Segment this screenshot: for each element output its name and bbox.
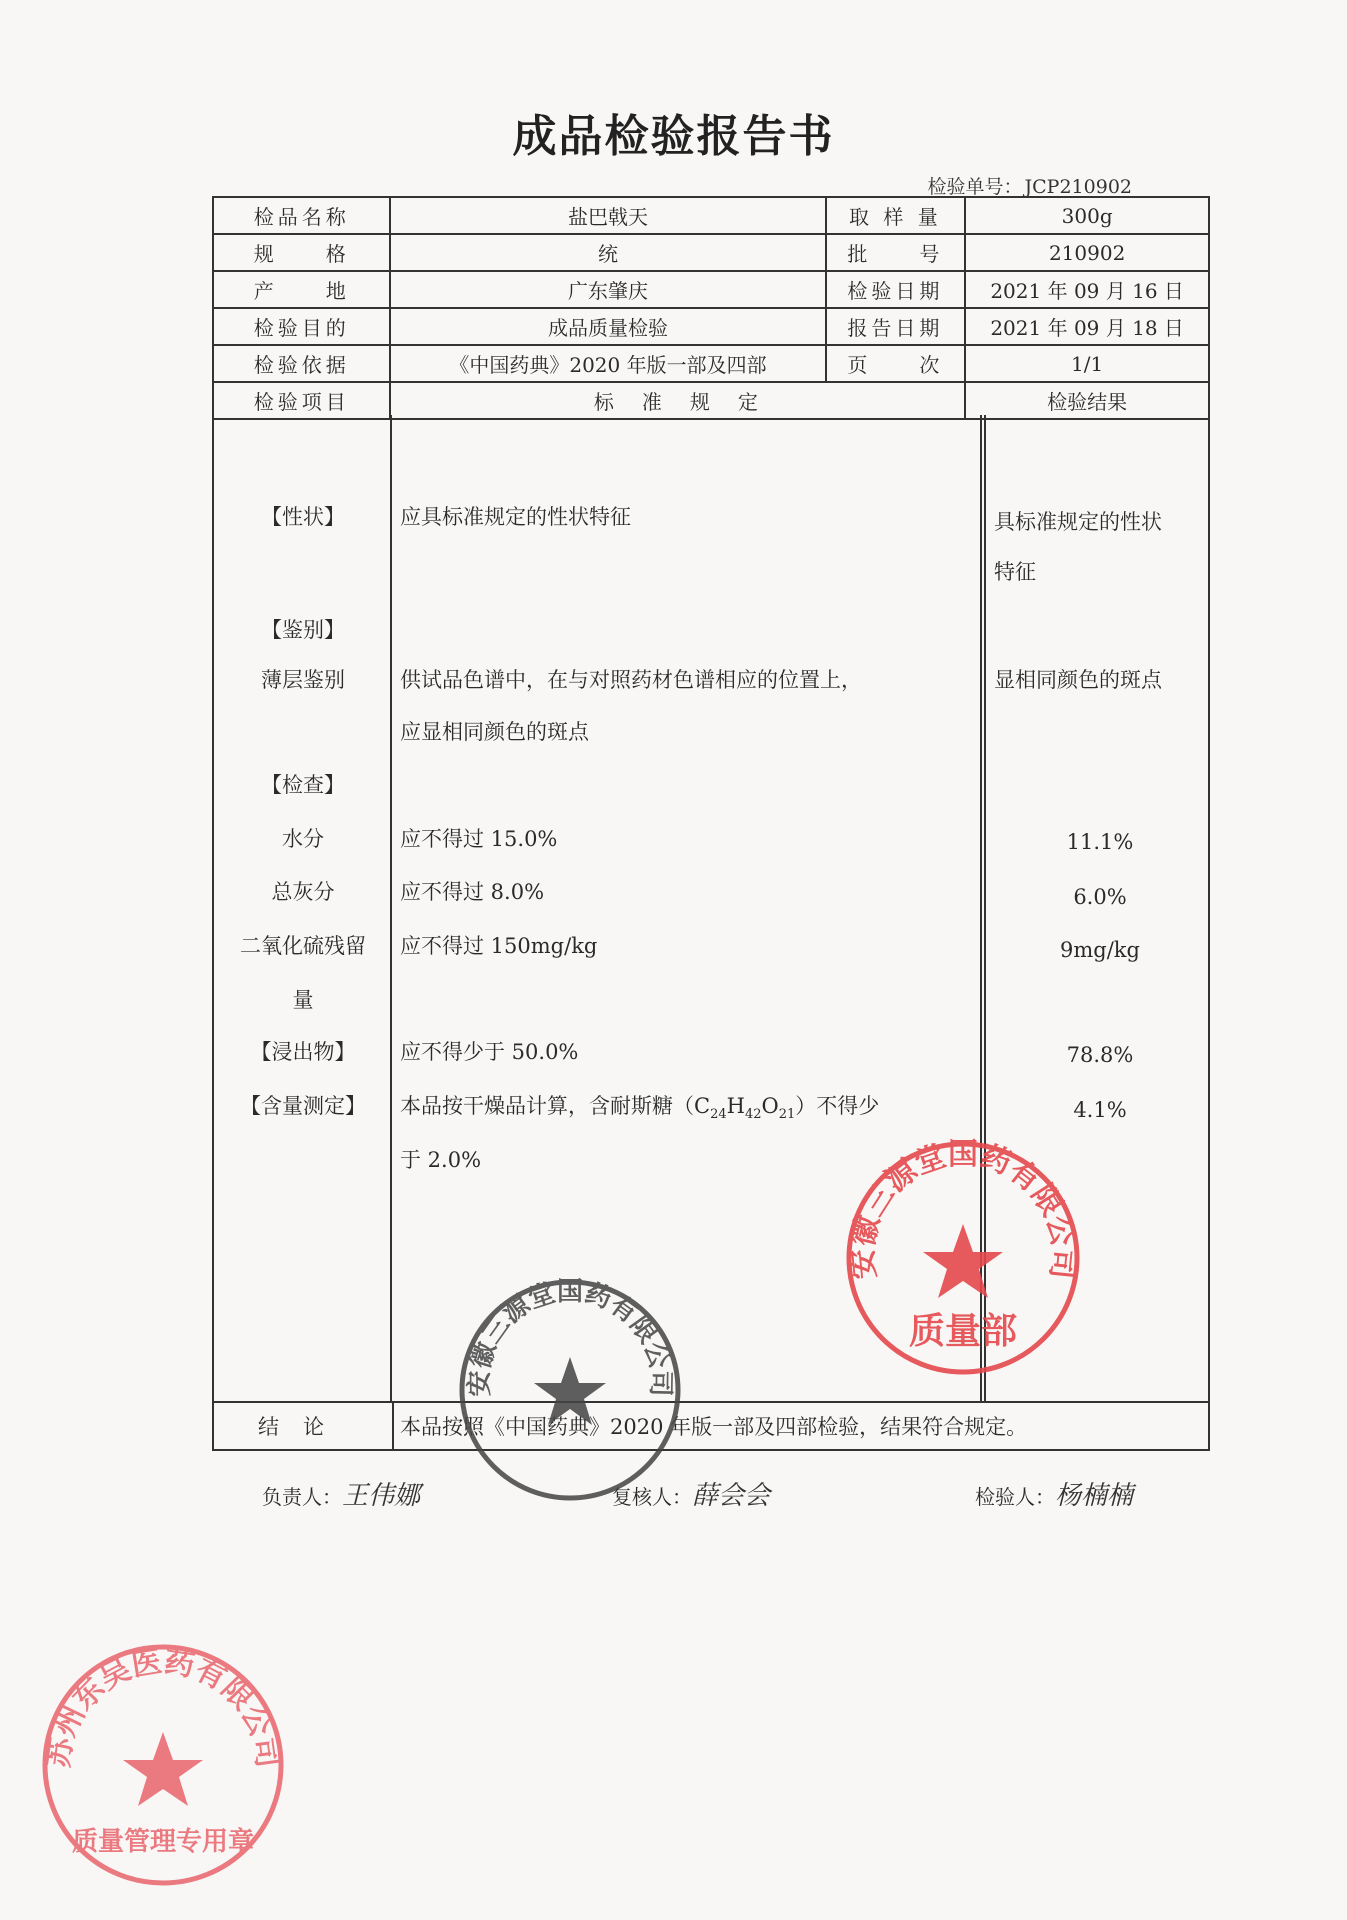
formula-sub: 42 <box>744 1107 762 1123</box>
header-value: 《中国药典》2020 年版一部及四部 <box>390 345 825 382</box>
item-standard: 应显相同颜色的斑点 <box>400 720 589 744</box>
header-value: 盐巴戟天 <box>390 197 825 234</box>
header-label: 规 格 <box>213 234 390 271</box>
table-row <box>213 234 1209 271</box>
item-standard: 应不得少于 50.0% <box>400 1040 579 1064</box>
header-table <box>212 196 1210 420</box>
header-label: 报告日期 <box>826 308 966 345</box>
header-value: 统 <box>390 234 825 271</box>
signature-inspector <box>975 1475 1133 1512</box>
header-value: 成品质量检验 <box>390 308 825 345</box>
item-name: 【检查】 <box>261 773 345 797</box>
header-label: 检验日期 <box>826 271 966 308</box>
star-icon <box>534 1357 606 1425</box>
conclusion-row <box>212 1403 1210 1451</box>
signature-name: 薛会会 <box>692 1481 771 1511</box>
item-name: 水分 <box>282 827 324 851</box>
signature-responsible <box>262 1475 420 1512</box>
header-label: 批 号 <box>826 234 966 271</box>
signature-label: 检验人： <box>975 1485 1055 1509</box>
item-name: 二氧化硫残留 <box>240 934 366 958</box>
report-number <box>926 172 1132 199</box>
header-label: 产 地 <box>213 271 390 308</box>
item-result: 6.0% <box>1073 885 1127 909</box>
item-result: 11.1% <box>1066 830 1134 854</box>
conclusion-label: 结论 <box>258 1415 348 1439</box>
header-label: 页 次 <box>826 345 966 382</box>
header-value: 210902 <box>965 234 1209 271</box>
item-name: 【鉴别】 <box>261 618 345 642</box>
header-value: 检验结果 <box>965 382 1209 419</box>
item-name: 【浸出物】 <box>250 1040 356 1064</box>
seal-top-text: 安徽三源堂国药有限公司 <box>464 1277 676 1397</box>
header-value: 广东肇庆 <box>390 271 825 308</box>
item-standard: 于 2.0% <box>400 1148 482 1172</box>
item-result: 具标准规定的性状 <box>994 510 1162 534</box>
formula-sub: 24 <box>710 1107 727 1123</box>
item-standard: 应不得过 8.0% <box>400 880 545 904</box>
item-result: 9mg/kg <box>1060 938 1140 962</box>
standard-text: ）不得少 <box>795 1094 880 1118</box>
seal-top-text: 安徽三源堂国药有限公司 <box>845 1138 1081 1281</box>
table-row <box>213 308 1209 345</box>
formula-element: O <box>761 1094 779 1118</box>
star-icon <box>923 1224 1003 1298</box>
signature-name: 杨楠楠 <box>1055 1481 1134 1511</box>
seal-bottom-text: 质量部 <box>908 1311 1018 1352</box>
header-value: 300g <box>965 197 1209 234</box>
item-name: 总灰分 <box>271 880 335 904</box>
header-label: 检品名称 <box>213 197 390 234</box>
red-buyer-seal <box>38 1640 288 1890</box>
conclusion-text: 本品按照《中国药典》2020 年版一部及四部检验，结果符合规定。 <box>400 1415 1028 1439</box>
header-value: 2021 年 09 月 16 日 <box>965 271 1209 308</box>
header-label: 检验依据 <box>213 345 390 382</box>
header-label: 取 样 量 <box>826 197 966 234</box>
item-name: 量 <box>292 988 314 1012</box>
item-name: 薄层鉴别 <box>261 668 345 692</box>
grey-company-seal <box>455 1275 685 1505</box>
red-quality-seal <box>843 1138 1083 1378</box>
formula-element: H <box>726 1094 745 1118</box>
table-row <box>213 382 1209 419</box>
column-divider <box>392 1403 394 1449</box>
item-result: 特征 <box>994 560 1036 584</box>
header-value: 1/1 <box>965 345 1209 382</box>
item-standard: 应具标准规定的性状特征 <box>400 505 631 529</box>
signature-label: 复核人： <box>612 1485 692 1509</box>
header-label: 检验项目 <box>213 382 390 419</box>
table-row <box>213 271 1209 308</box>
report-number-value: JCP210902 <box>1024 176 1132 198</box>
seal-top-text: 苏州东吴医药有限公司 <box>41 1644 285 1770</box>
item-standard: 供试品色谱中，在与对照药材色谱相应的位置上， <box>400 668 862 692</box>
header-label: 检验目的 <box>213 308 390 345</box>
header-value: 标 准 规 定 <box>390 382 965 419</box>
table-row <box>213 345 1209 382</box>
page-title: 成品检验报告书 <box>512 111 835 162</box>
item-standard: 应不得过 150mg/kg <box>400 934 598 958</box>
report-number-label: 检验单号： <box>927 176 1023 198</box>
star-icon <box>123 1732 203 1806</box>
table-row <box>213 197 1209 234</box>
standard-text: 本品按干燥品计算，含耐斯糖（C <box>400 1094 711 1118</box>
item-name: 【性状】 <box>261 505 345 529</box>
seal-bottom-text: 质量管理专用章 <box>71 1827 255 1857</box>
formula-sub: 21 <box>778 1107 796 1123</box>
item-result: 显相同颜色的斑点 <box>994 668 1162 692</box>
item-standard: 应不得过 15.0% <box>400 827 558 851</box>
signature-name: 王伟娜 <box>342 1481 421 1511</box>
item-result: 78.8% <box>1066 1043 1134 1067</box>
item-name: 【含量测定】 <box>240 1094 366 1118</box>
item-result: 4.1% <box>1073 1098 1127 1122</box>
header-value: 2021 年 09 月 18 日 <box>965 308 1209 345</box>
signature-label: 负责人： <box>262 1485 342 1509</box>
